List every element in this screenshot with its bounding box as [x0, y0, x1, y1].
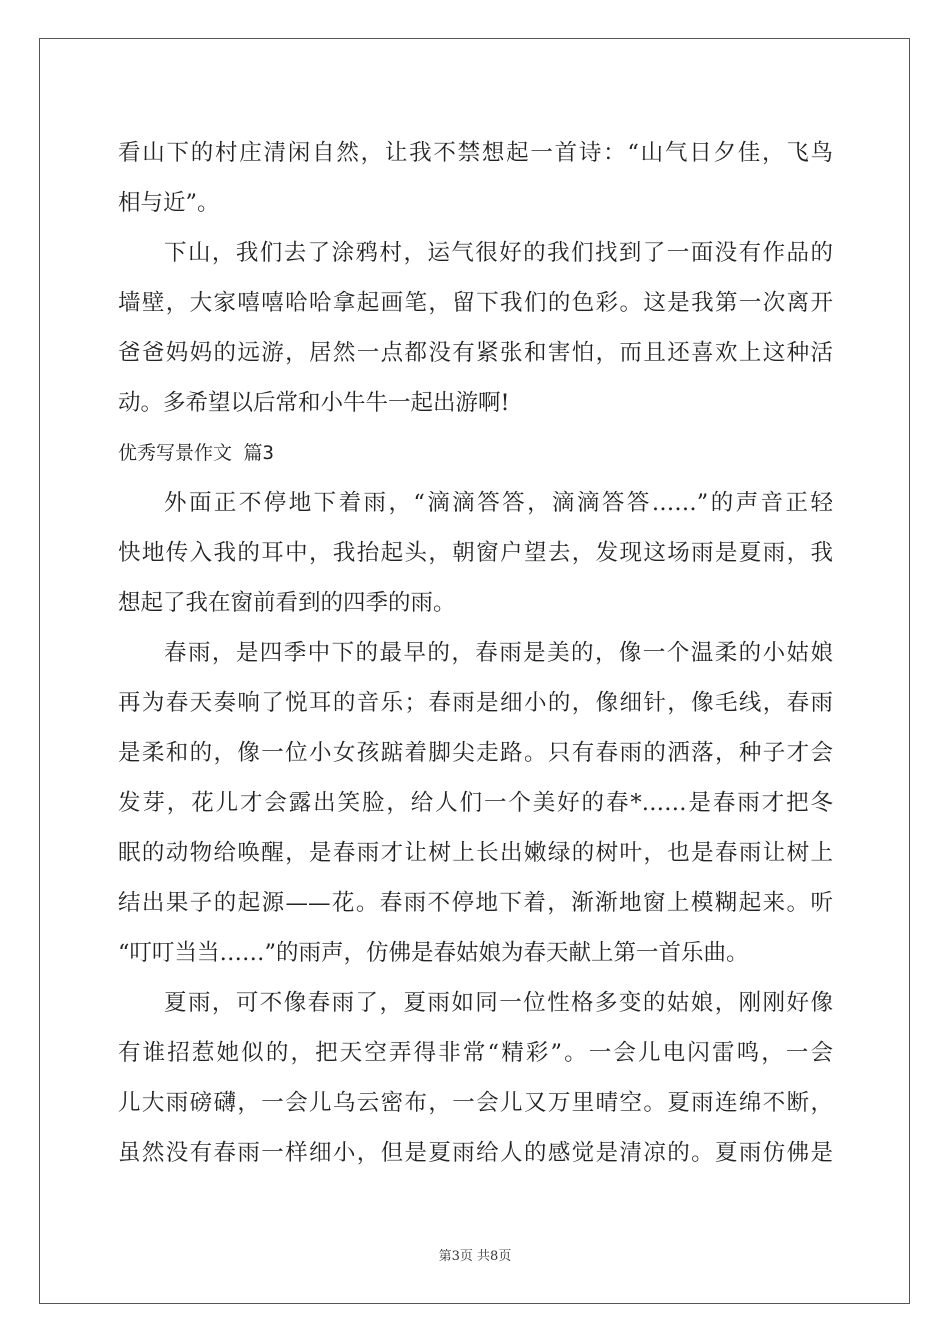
- text-line: 再为春天奏响了悦耳的音乐；春雨是细小的，像细针，像毛线，春雨: [118, 690, 833, 716]
- text-line: 看山下的村庄清闲自然，让我不禁想起一首诗：“山气日夕佳，飞鸟: [118, 140, 833, 166]
- section-heading: 优秀写景作文 篇3: [118, 442, 274, 464]
- text-line: 爸爸妈妈的远游，居然一点都没有紧张和害怕，而且还喜欢上这种活: [118, 340, 833, 366]
- text-line: 虽然没有春雨一样细小，但是夏雨给人的感觉是清凉的。夏雨仿佛是: [118, 1140, 833, 1166]
- text-line: 春雨，是四季中下的最早的，春雨是美的，像一个温柔的小姑娘: [164, 640, 833, 666]
- document-body: [118, 128, 833, 1178]
- text-line: 动。多希望以后常和小牛牛一起出游啊!: [118, 390, 510, 416]
- text-line: 儿大雨磅礴，一会儿乌云密布，一会儿又万里晴空。夏雨连绵不断，: [118, 1090, 833, 1116]
- page-number: 第3页 共8页: [438, 1249, 512, 1264]
- text-line: 发芽，花儿才会露出笑脸，给人们一个美好的春*……是春雨才把冬: [118, 790, 833, 816]
- text-line: 结出果子的起源——花。春雨不停地下着，渐渐地窗上模糊起来。听: [118, 890, 833, 916]
- text-line: 想起了我在窗前看到的四季的雨。: [118, 590, 456, 616]
- text-line: 墙壁，大家嘻嘻哈哈拿起画笔，留下我们的色彩。这是我第一次离开: [118, 290, 833, 316]
- text-line: 夏雨，可不像春雨了，夏雨如同一位性格多变的姑娘，刚刚好像: [164, 990, 833, 1016]
- text-line: 外面正不停地下着雨，“滴滴答答，滴滴答答……”的声音正轻: [164, 490, 833, 516]
- text-line: 快地传入我的耳中，我抬起头，朝窗户望去，发现这场雨是夏雨，我: [118, 540, 833, 566]
- text-line: 是柔和的，像一位小女孩踮着脚尖走路。只有春雨的洒落，种子才会: [118, 740, 833, 766]
- text-line: 眠的动物给唤醒，是春雨才让树上长出嫩绿的树叶，也是春雨让树上: [118, 840, 833, 866]
- text-line: “叮叮当当……”的雨声，仿佛是春姑娘为春天献上第一首乐曲。: [118, 940, 749, 966]
- text-line: 下山，我们去了涂鸦村，运气很好的我们找到了一面没有作品的: [164, 240, 833, 266]
- text-line: 相与近”。: [118, 190, 220, 216]
- text-line: 有谁招惹她似的，把天空弄得非常“精彩”。一会儿电闪雷鸣，一会: [118, 1040, 833, 1066]
